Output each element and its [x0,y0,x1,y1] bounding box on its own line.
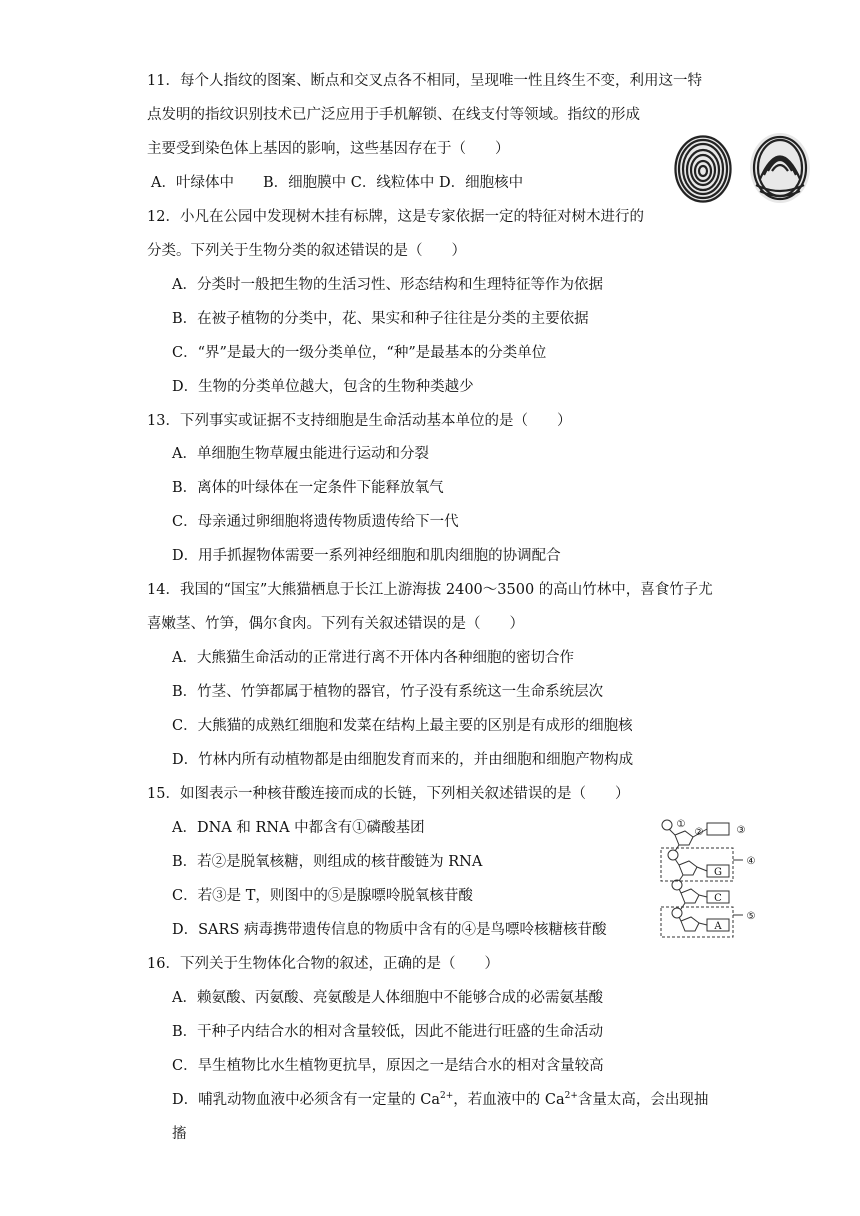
q14-stem-line-1: 14．我国的“国宝”大熊猫栖息于长江上游海拔 2400～3500 的高山竹林中，喜食竹子尤 [147,582,713,598]
q15-option-b: B．若②是脱氧核糖，则组成的核苷酸链为 RNA [172,854,483,870]
label-2: ② [694,827,704,838]
sugar-pentagon [675,831,693,845]
q16-option-d-wrap: 搐 [172,1126,187,1142]
base-box [707,823,729,835]
q16-stem: 16．下列关于生物体化合物的叙述，正确的是（ ） [147,956,499,972]
base-g: G [714,867,722,878]
label-1: ① [676,819,686,830]
q14-option-a: A．大熊猫生命活动的正常进行离不开体内各种细胞的密切合作 [172,650,574,666]
label-4: ④ [746,856,756,867]
q16-option-d [172,1090,708,1110]
base-a: A [714,921,722,932]
q15-stem: 15．如图表示一种核苷酸连接而成的长链，下列相关叙述错误的是（ ） [147,786,630,802]
q16-option-d-suffix: 含量太高，会出现抽 [577,1092,709,1108]
q12-option-c: C．“界”是最大的一级分类单位，“种”是最基本的分类单位 [172,345,547,361]
q13-stem: 13．下列事实或证据不支持细胞是生命活动基本单位的是（ ） [147,413,572,429]
base-c: C [714,893,722,904]
q14-option-d: D．竹林内所有动植物都是由细胞发育而来的，并由细胞和细胞产物构成 [172,752,634,768]
nucleotide-chain-diagram [655,815,767,941]
q16-option-d-prefix: D．哺乳动物血液中必须含有一定量的 Ca [172,1092,440,1108]
q11-stem-line-2: 点发明的指纹识别技术已广泛应用于手机解锁、在线支付等领域。指纹的形成 [147,107,640,123]
q11-options: A．叶绿体中 B．细胞膜中 C．线粒体中 D．细胞核中 [151,175,524,191]
fingerprint-image-2 [748,131,812,205]
q14-stem-line-2: 喜嫩茎、竹笋，偶尔食肉。下列有关叙述错误的是（ ） [147,616,524,632]
q13-option-b: B．离体的叶绿体在一定条件下能释放氧气 [172,480,444,496]
q12-stem-line-2: 分类。下列关于生物分类的叙述错误的是（ ） [147,243,466,259]
q15-option-d: D．SARS 病毒携带遗传信息的物质中含有的④是鸟嘌呤核糖核苷酸 [172,922,607,938]
q12-option-a: A．分类时一般把生物的生活习性、形态结构和生理特征等作为依据 [172,277,603,293]
sugar-pentagon [679,861,697,875]
phosphate-circle [672,908,682,918]
ca-superscript-2: 2+ [564,1091,578,1102]
q14-option-c: C．大熊猫的成熟红细胞和发菜在结构上最主要的区别是有成形的细胞核 [172,718,633,734]
q13-option-d: D．用手抓握物体需要一系列神经细胞和肌肉细胞的协调配合 [172,548,561,564]
q13-option-a: A．单细胞生物草履虫能进行运动和分裂 [172,446,429,462]
sugar-pentagon [681,889,699,903]
q11-stem-line-3: 主要受到染色体上基因的影响，这些基因存在于（ ） [147,141,510,157]
q16-option-b: B．干种子内结合水的相对含量较低，因此不能进行旺盛的生命活动 [172,1024,604,1040]
q12-stem-line-1: 12．小凡在公园中发现树木挂有标牌，这是专家依据一定的特征对树木进行的 [147,209,644,225]
q14-option-b: B．竹茎、竹笋都属于植物的器官，竹子没有系统这一生命系统层次 [172,684,604,700]
q16-option-d-middle: ，若血液中的 Ca [453,1092,565,1108]
q11-stem-line-1: 11．每个人指纹的图案、断点和交叉点各不相同，呈现唯一性且终生不变，利用这一特 [147,73,702,89]
label-3: ③ [736,825,746,836]
q12-option-b: B．在被子植物的分类中，花、果实和种子往往是分类的主要依据 [172,311,589,327]
q15-option-a: A．DNA 和 RNA 中都含有①磷酸基团 [172,820,425,836]
ca-superscript-1: 2+ [439,1091,454,1102]
label-5: ⑤ [746,911,756,922]
q16-option-a: A．赖氨酸、丙氨酸、亮氨酸是人体细胞中不能够合成的必需氨基酸 [172,990,603,1006]
phosphate-circle [668,850,678,860]
phosphate-circle [662,820,672,830]
q12-option-d: D．生物的分类单位越大，包含的生物种类越少 [172,379,474,395]
q13-option-c: C．母亲通过卵细胞将遗传物质遗传给下一代 [172,514,459,530]
q16-option-c: C．旱生植物比水生植物更抗旱，原因之一是结合水的相对含量较高 [172,1058,604,1074]
q15-option-c: C．若③是 T，则图中的⑤是腺嘌呤脱氧核苷酸 [172,888,473,904]
sugar-pentagon [681,917,699,931]
fingerprint-image-1 [672,133,734,205]
